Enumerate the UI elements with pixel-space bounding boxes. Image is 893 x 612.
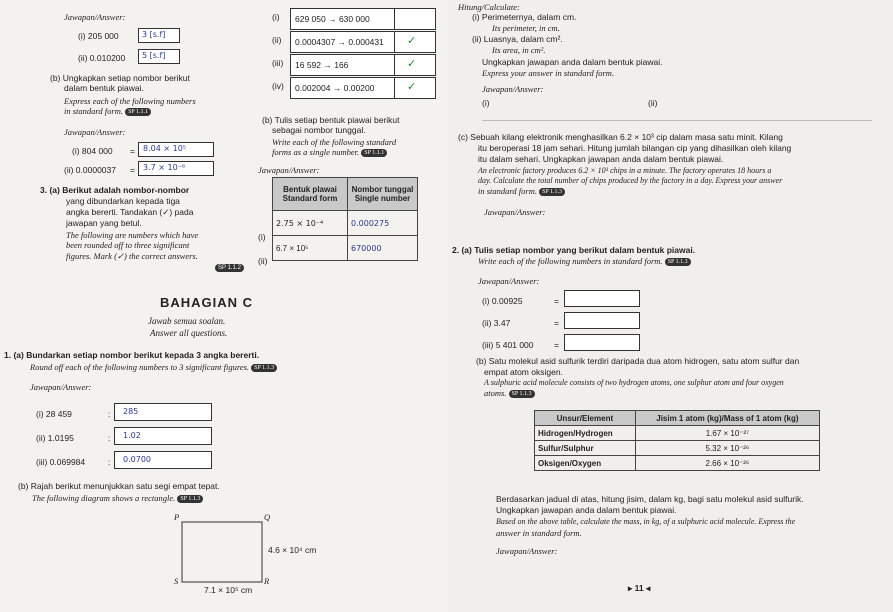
table-row: Oksigen/Oxygen 2.66 × 10⁻²⁶ — [535, 456, 820, 471]
tick-box-3[interactable]: ✓ — [394, 54, 436, 76]
left-page: Jawapan/Answer: (i) 205 000 3 [s.f] (ii) 0.010200 5 [s.f] (i) (ii) (iii) (iv) 629 050 → 630 000 0.0004307 → 0.000431 16 592 → 166 0.002004 → 0.00200 ✓ ✓ ✓ (b) Ungkapkan setiap nombor berikut dalam bentuk piawai. Express each of the following numbers in standard form. SP 1.1.1 Jawapan/Answer: (i) 804 000 = 8.04 × 10⁵ (ii) 0.0000037 = 3.7 × 10⁻⁶ (b) Tulis setiap bentuk piawai berikut sebagai nombor tunggal. Write each of the following standard forms as a single number. SP 1.1.1 Jawapan/Answer: 3. (a) Berikut adalah nombor-nombor yang dibundarkan kepada tiga angka bererti. Tandakan (✓) pada jawapan yang betul. The following are numbers which have been rounded off to three significant figures. Mark (✓) the correct answers. SP 1.1.2 Bentuk plawai Standard form Nombor tunggal Single number 2.75 × 10⁻⁴ 0.000275 6.7 × 10⁵ 670000 (i) (ii) BAHAGIAN C Jawab semua soalan. Answer all questions. 1. (a) Bundarkan setiap nombor berikut kepada 3 angka bererti. Round off each of the following numbers to 3 significant figures. SP 1.1.3 Jawapan/Answer: (i) 28 459 : 285 (ii) 1.0195 : 1.02 (iii) 0.069984 : 0.0700 (b) Rajah berikut menunjukkan satu segi empat tepat. The following diagram shows a rectangle. SP 1.1.3 P Q S R 4.6 × 10⁴ cm 7.1 × 10⁵ cm — [0, 0, 450, 612]
table-row: Sulfur/Sulphur 5.32 × 10⁻²⁶ — [535, 441, 820, 456]
bottom-length: 7.1 × 10⁵ cm — [204, 585, 253, 595]
tick-box-1[interactable] — [394, 8, 436, 30]
std-answer-i[interactable] — [564, 290, 640, 307]
std-answer-iii[interactable] — [564, 334, 640, 351]
table-row: Hidrogen/Hydrogen 1.67 × 10⁻²⁷ — [535, 426, 820, 441]
answer-box-ii[interactable]: 5 [s.f] — [138, 49, 180, 64]
section-title: BAHAGIAN C — [160, 295, 254, 310]
pair-value-1: 629 050 → 630 000 — [295, 14, 370, 24]
round-answer-iii[interactable]: 0.0700 — [114, 451, 212, 469]
page-number: ▸ 11 ◂ — [628, 583, 651, 593]
rounded-numbers-table: Bentuk plawai Standard form Nombor tunggal Single number 2.75 × 10⁻⁴ 0.000275 6.7 × 10⁵ 670000 — [272, 177, 418, 261]
standard-form-answer-ii[interactable]: 3.7 × 10⁻⁶ — [138, 161, 214, 176]
q-i-205000: (i) 205 000 — [78, 31, 119, 41]
pair-value-2: 0.0004307 → 0.000431 — [295, 37, 384, 47]
right-page: Hitung/Calculate: (i) Perimeternya, dalam cm. Its perimeter, in cm. (ii) Luasnya, dalam cm². Its area, in cm². Ungkapkan jawapan anda dalam bentuk piawai. Express your answer in standard form. Jawapan/Answer: (i) (ii) (c) Sebuah kilang elektronik menghasilkan 6.2 × 10³ cip dalam masa satu minit. Kilang itu beroperasi 18 jam sehari. Hitung jumlah bilangan cip yang dihasilkan oleh kilang itu dalam sehari. Ungkapkan jawapan anda dalam bentuk piawai. An electronic factory produces 6.2 × 10³ chips in a minute. The factory operates 18 hours a day. Calculate the total number of chips produced by the factory in a day. Express your answer in standard form. SP 1.1.3 Jawapan/Answer: 2. (a) Tulis setiap nombor yang berikut dalam bentuk piawai. Write each of the following numbers in standard form. SP 1.1.3 Jawapan/Answer: (i) 0.00925 = (ii) 3.47 = (iii) 5 401 000 = (b) Satu molekul asid sulfurik terdiri daripada dua atom hidrogen, satu atom sulfur dan empat atom oksigen. A sulphuric acid molecule consists of two hydrogen atoms, one sulphur atom and four oxygen atoms. SP 1.1.3 Unsur/Element Jisim 1 atom (kg)/Mass of 1 atom (kg) Hidrogen/Hydrogen 1.67 × 10⁻²⁷ Sulfur/Sulphur 5.32 × 10⁻²⁶ Oksigen/Oxygen 2.66 × 10⁻²⁶ Berdasarkan jadual di atas, hitung jisim, dalam kg, bagi satu molekul asid sulfurik. Ungkapkan jawapan anda dalam bentuk piawai. Based on the above table, calculate the mass, in kg, of a sulphuric acid molecule. Express the answer in standard form. Jawapan/Answer: ▸ 11 ◂ — [448, 0, 893, 612]
tick-box-4[interactable]: ✓ — [394, 77, 436, 99]
atom-mass-table: Unsur/Element Jisim 1 atom (kg)/Mass of 1 atom (kg) Hidrogen/Hydrogen 1.67 × 10⁻²⁷ Sulfur/Sulphur 5.32 × 10⁻²⁶ Oksigen/Oxygen 2.66 × 10⁻²⁶ — [534, 410, 820, 471]
sp-badge: SP 1.1.1 — [125, 108, 151, 116]
pair-value-3: 16 592 → 166 — [295, 60, 349, 70]
side-length: 4.6 × 10⁴ cm — [268, 545, 317, 555]
standard-form-answer-i[interactable]: 8.04 × 10⁵ — [138, 142, 214, 157]
answer-label: Jawapan/Answer: — [64, 12, 126, 22]
round-answer-i[interactable]: 285 — [114, 403, 212, 421]
table-row: 2.75 × 10⁻⁴ — [273, 211, 348, 236]
table-row: 6.7 × 10⁵ — [273, 236, 348, 261]
answer-box-i[interactable]: 3 [s.f] — [138, 28, 180, 43]
std-answer-ii[interactable] — [564, 312, 640, 329]
tick-box-2[interactable]: ✓ — [394, 31, 436, 53]
q-ii-0010200: (ii) 0.010200 — [78, 53, 126, 63]
pair-value-4: 0.002004 → 0.00200 — [295, 83, 375, 93]
round-answer-ii[interactable]: 1.02 — [114, 427, 212, 445]
